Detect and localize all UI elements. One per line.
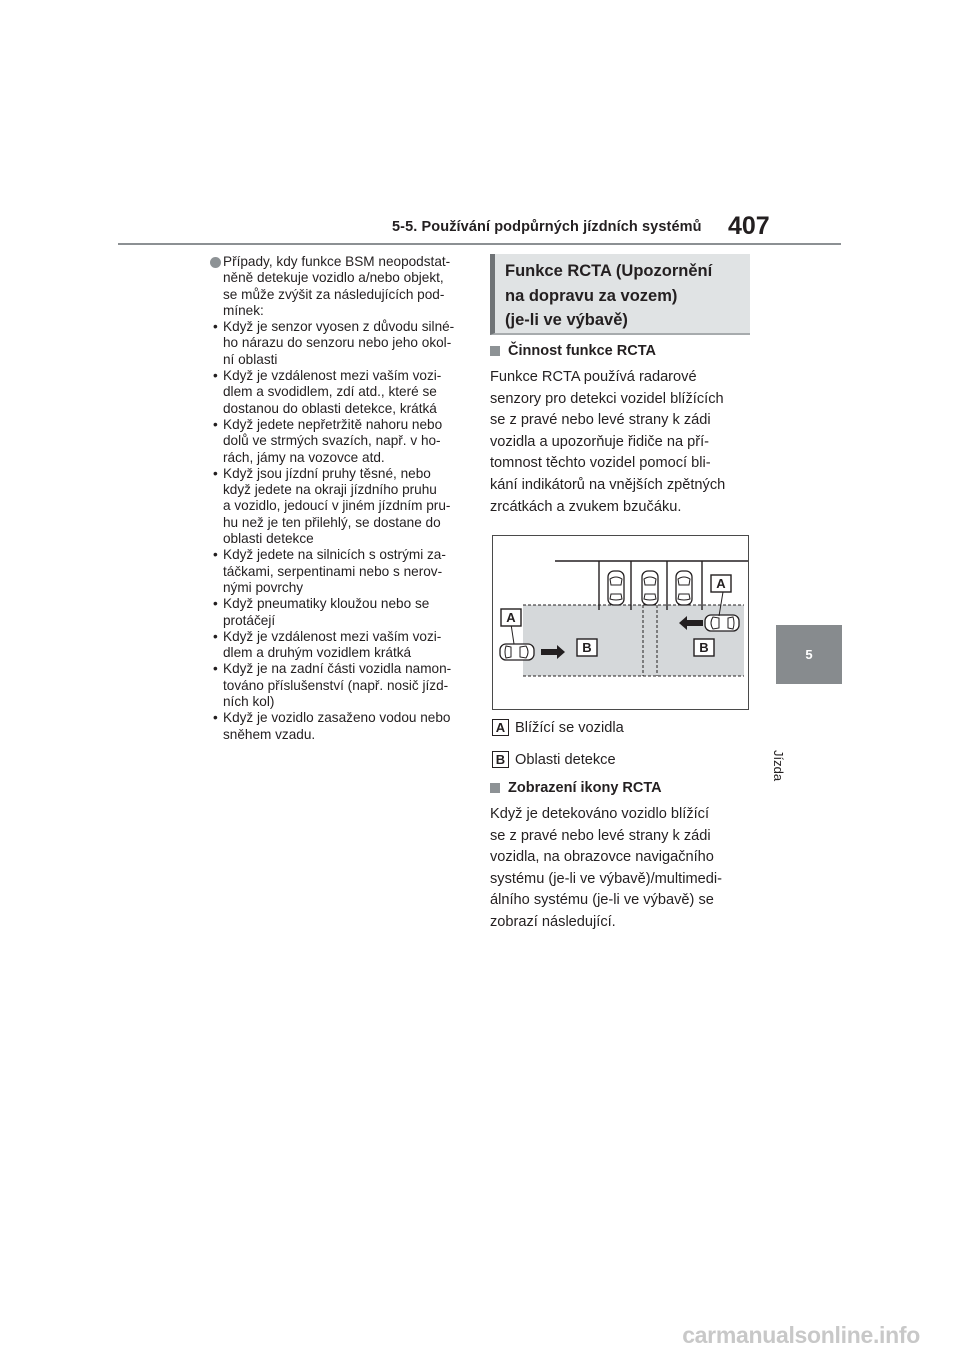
label-a-left: A (506, 610, 516, 625)
list-item (210, 319, 470, 368)
bullet-dot-icon: • (213, 628, 218, 644)
legend-key: A (492, 719, 509, 736)
watermark-text: carmanualsonline.info (682, 1322, 920, 1348)
label-b-left: B (582, 640, 592, 655)
condition-list (210, 319, 470, 743)
list-item-text: Když je na zadní části vozidla namon- továno příslušenství (např. nosič jízd- ních kol) (223, 661, 452, 710)
bullet-dot-icon: • (213, 416, 218, 432)
own-car-icon (642, 571, 658, 605)
parked-car-icon (608, 571, 624, 605)
rcta-diagram-svg (493, 536, 748, 709)
subheading-text: Činnost funkce RCTA (508, 343, 656, 359)
bullet-dot-icon: • (213, 596, 218, 612)
list-item-text: Když pneumatiky kloužou nebo se protáčejí (223, 596, 430, 628)
left-column (210, 254, 470, 743)
list-item-text: Když jedete nepřetržitě nahoru nebo dolů ve strmých svazích, např. v ho- rách, jámy na vozovce atd. (223, 416, 443, 465)
legend-item-approaching (492, 719, 624, 736)
chapter-label-text: Jízda (771, 750, 786, 782)
list-item (210, 368, 470, 417)
list-item-text: Když jedete na silnicích s ostrými za- táčkami, serpentinami nebo s nerov- nými povrchy (223, 547, 446, 595)
intro-text: Případy, kdy funkce BSM neopodstat- něně detekuje vozidlo a/nebo objekt, se může zvýšit za následujících pod- mínek: (223, 254, 451, 318)
list-item-text: Když je vzdálenost mezi vaším vozi- dlem a druhým vozidlem krátká (223, 628, 442, 661)
bullet-dot-icon: • (213, 661, 218, 677)
legend-item-detection (492, 751, 616, 768)
list-item-text: Když je vozidlo zasaženo vodou nebo sněhem vzadu. (223, 710, 451, 742)
bullet-dot-icon: • (213, 465, 218, 481)
list-item-text: Když je vzdálenost mezi vaším vozi- dlem a svodidlem, zdí atd., které se dostanou do oblasti detekce, krátká (223, 368, 442, 416)
label-a-right: A (716, 576, 726, 591)
square-bullet-icon (490, 346, 500, 356)
subheading-rcta-operation (490, 343, 656, 359)
list-item (210, 596, 470, 629)
paragraph-rcta-icon: Když je detekováno vozidlo blížící se z pravé nebo levé strany k zádi vozidla, na obrazovce navigačního systému (je-li ve výbavě)/multimedi- álního systému (je-li ve výbavě) se zobrazí následující. (490, 806, 722, 930)
paragraph-rcta-operation: Funkce RCTA používá radarové senzory pro detekci vozidel blížících se z pravé nebo levé strany k zádi vozidla a upozorňuje řidiče na pří- tomnost těchto vozidel pomocí bli- kání indikátorů na vnějších zpětných zrcátkách a zvukem bzučáku. (490, 369, 726, 515)
watermark (0, 1310, 960, 1358)
label-b-right: B (699, 640, 709, 655)
header-divider (118, 243, 841, 245)
legend-key: B (492, 751, 509, 768)
chapter-label (771, 716, 805, 782)
square-bullet-icon (490, 783, 500, 793)
bullet-dot-icon: • (213, 368, 218, 384)
list-item (210, 417, 470, 466)
section-title: 5-5. Používání podpůrných jízdních systémů (392, 219, 702, 235)
list-item (210, 547, 470, 596)
parked-car-icon (676, 571, 692, 605)
approaching-car-right-icon (705, 615, 739, 631)
list-item (210, 710, 470, 743)
bullet-dot-icon: • (213, 319, 218, 335)
page-number: 407 (728, 212, 770, 240)
page-header (0, 0, 960, 250)
list-item (210, 661, 470, 710)
intro-paragraph (210, 254, 470, 319)
bullet-dot-icon: • (213, 547, 218, 563)
chapter-number: 5 (805, 647, 813, 662)
approaching-car-left-icon (500, 644, 534, 660)
subheading-text: Zobrazení ikony RCTA (508, 780, 662, 796)
list-item-text: Když je senzor vyosen z důvodu silné- ho nárazu do senzoru nebo jeho okol- ní oblasti (223, 319, 455, 367)
legend-text: Blížící se vozidla (515, 719, 624, 736)
list-item-text: Když jsou jízdní pruhy těsné, nebo když jedete na okraji jízdního pruhu a vozidlo, jedoucí v jiném jízdním pru- hu než je ten přilehlý, se dostane do oblasti detekce (223, 465, 451, 547)
bullet-circle-icon (210, 257, 221, 268)
subheading-rcta-icon (490, 780, 662, 796)
bullet-dot-icon: • (213, 710, 218, 726)
list-item (210, 629, 470, 662)
section-heading-box: Funkce RCTA (Upozornění na dopravu za vozem) (je-li ve výbavě) (490, 254, 750, 335)
rcta-diagram (492, 535, 749, 710)
chapter-tab[interactable] (776, 625, 842, 684)
list-item (210, 466, 470, 547)
legend-text: Oblasti detekce (515, 751, 616, 768)
